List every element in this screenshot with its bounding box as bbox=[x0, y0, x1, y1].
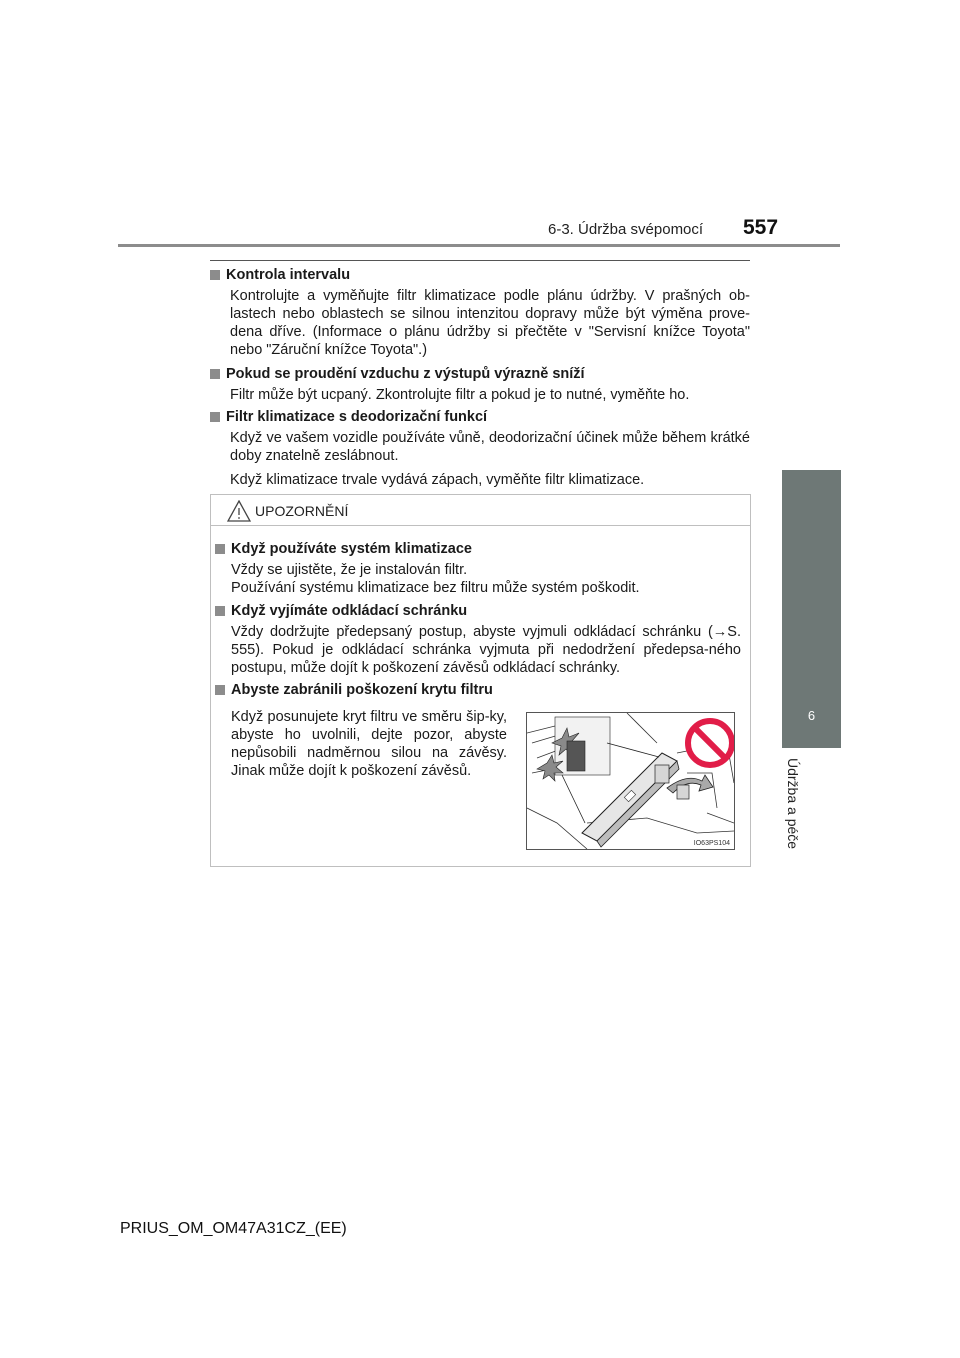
document-id: PRIUS_OM_OM47A31CZ_(EE) bbox=[120, 1220, 347, 1237]
filter-cover-illustration bbox=[526, 712, 735, 850]
warning-item-heading: Když používáte systém klimatizace bbox=[215, 540, 745, 558]
section-heading: Pokud se proudění vzduchu z výstupů výrazně sníží bbox=[210, 365, 750, 383]
warning-header bbox=[211, 495, 750, 526]
page-number: 557 bbox=[743, 216, 779, 239]
warning-item-text: Když posunujete kryt filtru ve směru šip-ky, abyste ho uvolnili, dejte pozor, abyste nepůsobili nadměrnou silou na závěsy. Jinak může dojít k poškození závěsů. bbox=[231, 709, 507, 779]
warning-title: UPOZORNĚNÍ bbox=[255, 503, 349, 519]
warning-item bbox=[211, 540, 741, 597]
chapter-tab bbox=[782, 688, 841, 747]
warning-item-text: Vždy se ujistěte, že je instalován filtr. Používání systému klimatizace bez filtru může systém poškodit. bbox=[231, 562, 640, 596]
warning-item-text: Vždy dodržujte předepsaný postup, abyste vyjmuli odkládací schránku (→S. 555). Pokud je odkládací schránka vyjmuta při nedodržení předepsa-ného postupu, může dojít k poškození závěsů odkládací schránky. bbox=[231, 624, 741, 676]
chapter-label bbox=[780, 758, 810, 858]
warning-item-heading: Když vyjímáte odkládací schránku bbox=[215, 602, 745, 620]
chapter-label-text: Údržba a péče bbox=[785, 758, 801, 850]
content-top-rule bbox=[210, 260, 750, 261]
chapter-number: 6 bbox=[807, 708, 816, 723]
section-paragraph: Kontrolujte a vyměňujte filtr klimatizace podle plánu údržby. V prašných ob-lastech nebo oblastech se silnou intenzitou dopravy může být výměna prove-dena dříve. (Informace o plánu údržby si přečtěte v "Servisní knížce Toyota" nebo "Záruční knížce Toyota".) bbox=[230, 288, 750, 358]
warning-triangle-icon bbox=[227, 500, 251, 522]
section-paragraph: Filtr může být ucpaný. Zkontrolujte filtr a pokud je to nutné, vyměňte ho. bbox=[230, 387, 690, 403]
figure-code: IO63PS104 bbox=[693, 840, 730, 847]
header-divider bbox=[118, 244, 840, 247]
section-heading: Filtr klimatizace s deodorizační funkcí bbox=[210, 408, 750, 426]
section-title: 6-3. Údržba svépomocí bbox=[548, 221, 704, 238]
warning-item-heading: Abyste zabránili poškození krytu filtru bbox=[215, 681, 745, 699]
section-deodorizing bbox=[210, 408, 750, 489]
warning-item bbox=[211, 602, 741, 677]
glovebox-filter-drawing bbox=[527, 713, 734, 849]
warning-item bbox=[211, 681, 741, 699]
section-airflow bbox=[210, 365, 750, 404]
section-paragraph: Když ve vašem vozidle používáte vůně, deodorizační účinek může během krátké doby znatelně zeslábnout. bbox=[230, 430, 750, 464]
section-interval bbox=[210, 266, 750, 359]
warning-item-body bbox=[211, 705, 507, 780]
section-heading: Kontrola intervalu bbox=[210, 266, 750, 284]
section-paragraph: Když klimatizace trvale vydává zápach, vyměňte filtr klimatizace. bbox=[230, 472, 645, 488]
